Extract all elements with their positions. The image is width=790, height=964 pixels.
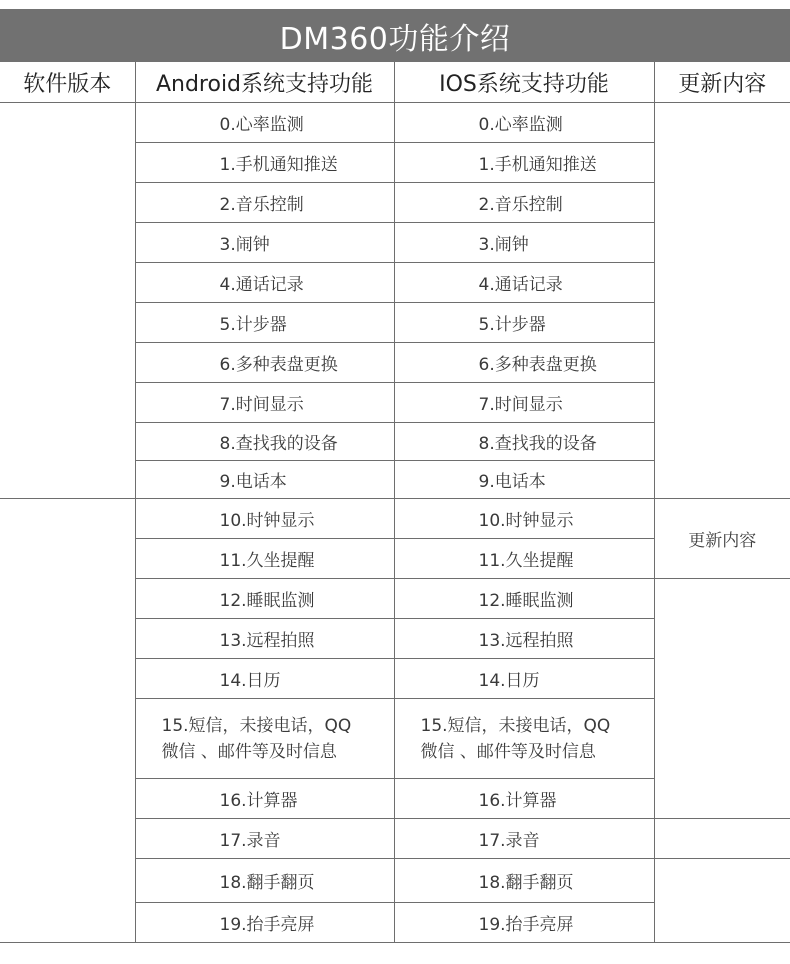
table-row xyxy=(0,499,790,539)
update-cell-1 xyxy=(654,103,790,499)
version-cell-2 xyxy=(0,499,135,943)
android-feature: 4.通话记录 xyxy=(135,263,394,303)
header-ios: IOS系统支持功能 xyxy=(394,62,654,103)
table-header-row xyxy=(0,62,790,103)
ios-feature: 9.电话本 xyxy=(394,461,654,499)
android-feature: 11.久坐提醒 xyxy=(135,539,394,579)
android-feature: 9.电话本 xyxy=(135,461,394,499)
android-feature: 17.录音 xyxy=(135,819,394,859)
feature-table xyxy=(0,62,790,943)
ios-feature: 19.抬手亮屏 xyxy=(394,903,654,943)
android-feature: 16.计算器 xyxy=(135,779,394,819)
ios-feature: 6.多种表盘更换 xyxy=(394,343,654,383)
header-update: 更新内容 xyxy=(654,62,790,103)
android-feature: 7.时间显示 xyxy=(135,383,394,423)
android-feature-line1: 15.短信，未接电话，QQ xyxy=(161,715,352,736)
ios-feature: 8.查找我的设备 xyxy=(394,423,654,461)
ios-feature-line1: 15.短信，未接电话，QQ xyxy=(420,715,611,736)
android-feature: 13.远程拍照 xyxy=(135,619,394,659)
ios-feature: 4.通话记录 xyxy=(394,263,654,303)
version-cell-1 xyxy=(0,103,135,499)
ios-feature: 13.远程拍照 xyxy=(394,619,654,659)
update-cell-3 xyxy=(654,819,790,859)
android-feature: 0.心率监测 xyxy=(135,103,394,143)
ios-feature-line2: 微信 、邮件等及时信息 xyxy=(420,741,596,762)
ios-feature: 0.心率监测 xyxy=(394,103,654,143)
ios-feature: 10.时钟显示 xyxy=(394,499,654,539)
ios-feature: 18.翻手翻页 xyxy=(394,859,654,903)
ios-feature: 11.久坐提醒 xyxy=(394,539,654,579)
android-feature-line2: 微信 、邮件等及时信息 xyxy=(161,741,337,762)
ios-feature: 5.计步器 xyxy=(394,303,654,343)
table-row xyxy=(0,103,790,143)
ios-feature: 12.睡眠监测 xyxy=(394,579,654,619)
ios-feature: 1.手机通知推送 xyxy=(394,143,654,183)
android-feature: 19.抬手亮屏 xyxy=(135,903,394,943)
update-note: 更新内容 xyxy=(654,499,790,579)
android-feature: 5.计步器 xyxy=(135,303,394,343)
android-feature: 14.日历 xyxy=(135,659,394,699)
ios-feature: 16.计算器 xyxy=(394,779,654,819)
page-title: DM360功能介绍 xyxy=(0,9,790,62)
android-feature: 12.睡眠监测 xyxy=(135,579,394,619)
ios-feature-multiline xyxy=(394,699,654,779)
ios-feature: 14.日历 xyxy=(394,659,654,699)
update-cell-2 xyxy=(654,579,790,819)
ios-feature: 7.时间显示 xyxy=(394,383,654,423)
android-feature: 1.手机通知推送 xyxy=(135,143,394,183)
ios-feature: 3.闹钟 xyxy=(394,223,654,263)
ios-feature: 2.音乐控制 xyxy=(394,183,654,223)
android-feature: 2.音乐控制 xyxy=(135,183,394,223)
android-feature: 18.翻手翻页 xyxy=(135,859,394,903)
header-version: 软件版本 xyxy=(0,62,135,103)
android-feature: 6.多种表盘更换 xyxy=(135,343,394,383)
android-feature: 10.时钟显示 xyxy=(135,499,394,539)
android-feature: 3.闹钟 xyxy=(135,223,394,263)
ios-feature: 17.录音 xyxy=(394,819,654,859)
update-cell-4 xyxy=(654,859,790,943)
header-android: Android系统支持功能 xyxy=(135,62,394,103)
android-feature: 8.查找我的设备 xyxy=(135,423,394,461)
android-feature-multiline xyxy=(135,699,394,779)
